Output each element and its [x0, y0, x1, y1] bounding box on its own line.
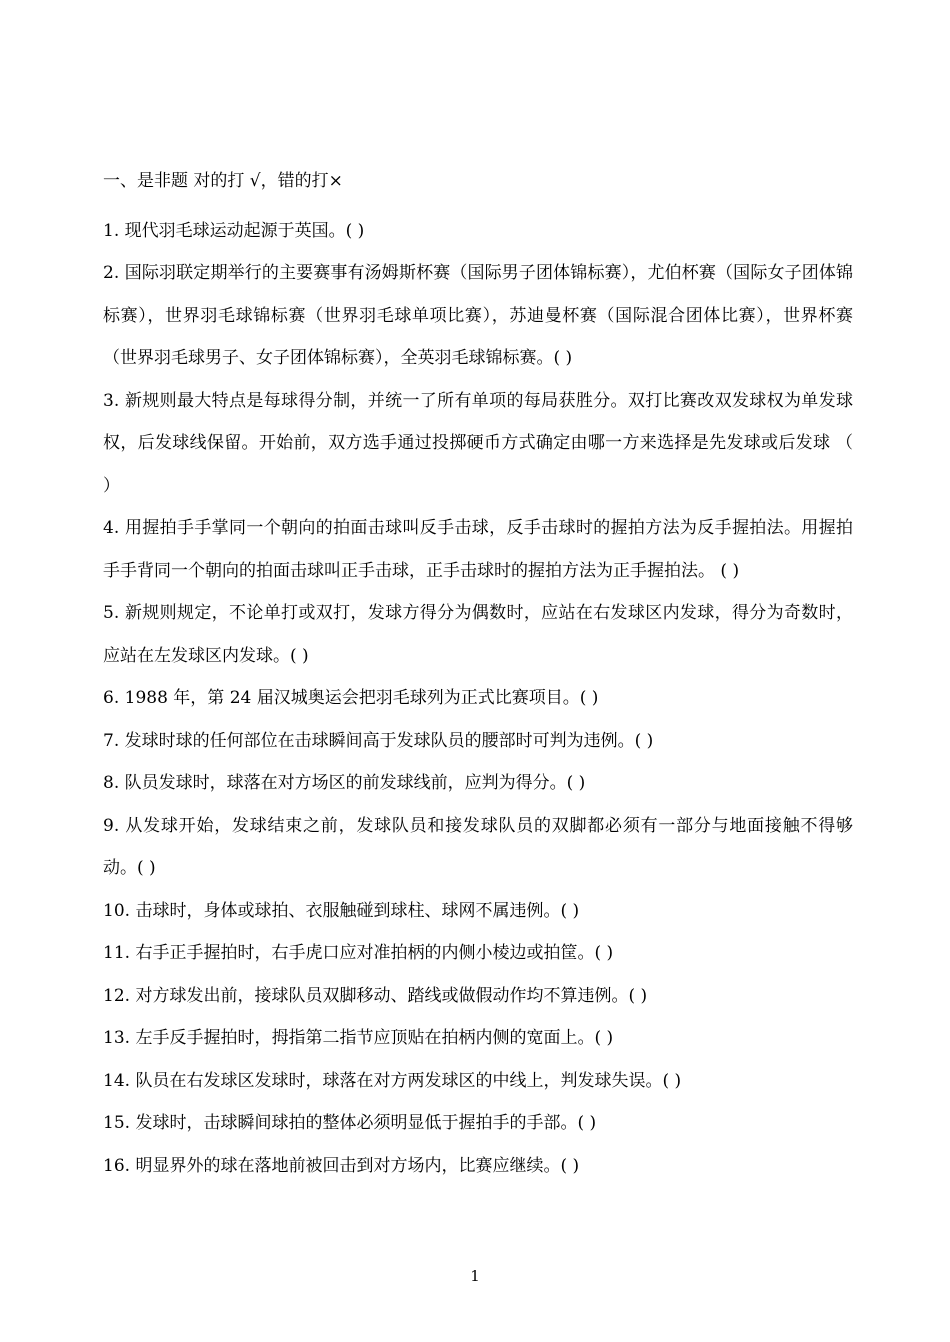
question-item: 3. 新规则最大特点是每球得分制，并统一了所有单项的每局获胜分。双打比赛改双发球权为单发球权，后发球线保留。开始前，双方选手通过投掷硬币方式确定由哪一方来选择是先发球或后发球 （ ）	[103, 390, 853, 496]
question-item: 4. 用握拍手手掌同一个朝向的拍面击球叫反手击球，反手击球时的握拍方法为反手握拍法。用握拍手手背同一个朝向的拍面击球叫正手击球，正手击球时的握拍方法为正手握拍法。 ( )	[103, 518, 853, 581]
question-item: 5. 新规则规定，不论单打或双打，发球方得分为偶数时，应站在右发球区内发球，得分为奇数时，应站在左发球区内发球。( )	[103, 603, 853, 666]
question-item: 9. 从发球开始，发球结束之前，发球队员和接发球队员的双脚都必须有一部分与地面接触不得够动。( )	[103, 815, 853, 878]
question-item: 1. 现代羽毛球运动起源于英国。( )	[103, 220, 365, 241]
question-item: 13. 左手反手握拍时，拇指第二指节应顶贴在拍柄内侧的宽面上。( )	[103, 1028, 614, 1048]
question-item: 14. 队员在右发球区发球时，球落在对方两发球区的中线上，判发球失误。( )	[103, 1070, 682, 1091]
question-item: 6. 1988 年，第 24 届汉城奥运会把羽毛球列为正式比赛项目。( )	[103, 688, 599, 708]
section-heading: 一、是非题 对的打 √，错的打×	[103, 171, 343, 191]
question-item: 2. 国际羽联定期举行的主要赛事有汤姆斯杯赛（国际男子团体锦标赛），尤伯杯赛（国际女子团体锦标赛），世界羽毛球锦标赛（世界羽毛球单项比赛），苏迪曼杯赛（国际混合团体比赛），世界杯赛（世界羽毛球男子、女子团体锦标赛），全英羽毛球锦标赛。( )	[103, 263, 853, 368]
question-item: 16. 明显界外的球在落地前被回击到对方场内，比赛应继续。( )	[103, 1155, 580, 1176]
question-item: 8. 队员发球时，球落在对方场区的前发球线前，应判为得分。( )	[103, 773, 586, 793]
question-section	[103, 167, 853, 1187]
question-item: 10. 击球时，身体或球拍、衣服触碰到球柱、球网不属违例。( )	[103, 900, 580, 921]
question-item: 11. 右手正手握拍时，右手虎口应对准拍柄的内侧小棱边或拍筐。( )	[103, 943, 614, 963]
question-item: 7. 发球时球的任何部位在击球瞬间高于发球队员的腰部时可判为违例。( )	[103, 730, 654, 751]
question-item: 12. 对方球发出前，接球队员双脚移动、踏线或做假动作均不算违例。( )	[103, 985, 648, 1006]
question-item: 15. 发球时，击球瞬间球拍的整体必须明显低于握拍手的手部。( )	[103, 1113, 597, 1133]
page-number: 1	[470, 1267, 480, 1285]
